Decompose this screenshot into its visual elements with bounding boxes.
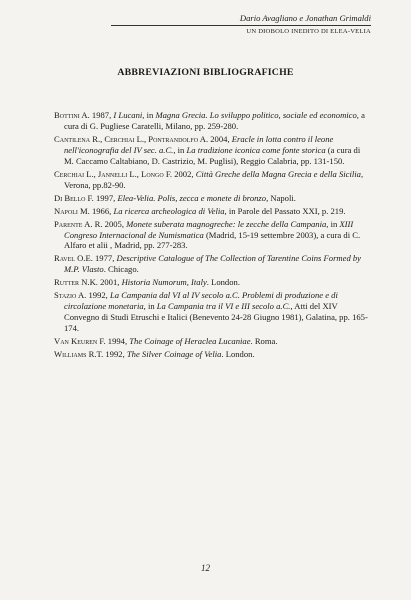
bibliography-entry: Cerchiai L., Jannelli L., Longo F. 2002, Città Greche della Magna Grecia e della Sicilia, Verona, pp.82-90. — [54, 168, 364, 190]
entry-container-title: La tradizione iconica come fonte storica — [186, 144, 326, 155]
bibliography-entry: Parente A. R. 2005, Monete suberata magnogreche: le zecche della Campania, in XIII Congreso Internacional de Numismatica (Madrid, 15-19 settembre 2003), a cura di C. Alfaro et alii , Madrid, pp. 277-283. — [54, 218, 361, 251]
entry-author: Van Keuren F. — [54, 336, 106, 347]
entry-container-title: Magna Grecia. Lo sviluppo politico, sociale ed economico — [155, 110, 357, 120]
bibliography-entry: Di Bello F. 1997, Elea-Velia. Polis, zecca e monete di bronzo, Napoli. — [54, 192, 296, 203]
entry-author: Cantilena R., Cerchiai L., Pontrandolfo A. — [54, 133, 209, 144]
bibliography-entry: Stazio A. 1992, La Campania dal VI al IV secolo a.C. Problemi di produzione e di circolazione monetaria, in La Campania tra il VI e III secolo a.C., Atti del XIV Convegno di Studi Etruschi e Italici (Benevento 24-28 Giugno 1981), Galatina, pp. 165-174. — [54, 290, 368, 334]
entry-title: Elea-Velia. Polis, zecca e monete di bronzo — [117, 192, 267, 203]
header-authors: Dario Avagliano e Jonathan Grimaldi — [239, 13, 371, 23]
entry-title: The Silver Coinage of Velia — [126, 349, 222, 360]
running-header — [111, 13, 371, 36]
header-title: UN DIOBOLO INEDITO DI ELEA-VELIA — [246, 28, 371, 35]
entry-title: La ricerca archeologica di Velia — [113, 205, 225, 216]
entry-author: Rutter N.K. — [54, 277, 98, 288]
bibliography-entry: Ravel O.E. 1977, Descriptive Catalogue of The Collection of Tarentine Coins Formed by M.P. Vlasto. Chicago. — [54, 253, 362, 275]
bibliography-entry: Van Keuren F. 1994, The Coinage of Heraclea Lucaniae. Roma. — [54, 336, 278, 347]
entry-author: Di Bello F. — [54, 192, 94, 203]
bibliography-entry: Cantilena R., Cerchiai L., Pontrandolfo A. 2004, Eracle in lotta contro il leone nell'iconografia del IV sec. a.C., in La tradizione iconica come fonte storica (a cura di M. Caccamo Caltabiano, D. Castrizio, M. Puglisi), Reggio Calabria, pp. 131-150. — [54, 133, 361, 166]
entry-title: Descriptive Catalogue of The Collection of Tarentine Coins Formed by M.P. Vlasto — [64, 253, 362, 275]
entry-title: Historia Numorum, Italy — [121, 277, 207, 288]
entry-container-title: XIII Congreso Internacional de Numismatica — [64, 218, 354, 240]
entry-author: Williams R.T. — [54, 349, 104, 360]
bibliography-entry: Bottini A. 1987, I Lucani, in Magna Grecia. Lo sviluppo politico, sociale ed economico, a cura di G. Pugliese Caratelli, Milano, pp. 259-280. — [54, 110, 365, 131]
entry-title: Monete suberata magnogreche: le zecche della Campania — [126, 218, 327, 229]
section-title: ABBREVIAZIONI BIBLIOGRAFICHE — [117, 67, 294, 78]
bibliography-entry: Napoli M. 1966, La ricerca archeologica di Velia, in Parole del Passato XXI, p. 219. — [54, 205, 346, 216]
entry-title: La Campania dal VI al IV secolo a.C. Problemi di produzione e di circolazione monetaria — [64, 290, 338, 312]
entry-author: Cerchiai L., Jannelli L., Longo F. — [54, 168, 173, 179]
bibliography-entry: Williams R.T. 1992, The Silver Coinage of Velia. London. — [54, 349, 255, 360]
entry-title: Eracle in lotta contro il leone nell'iconografia del IV sec. a.C. — [64, 133, 334, 155]
entry-author: Stazio A. — [54, 290, 87, 301]
header-rule — [111, 25, 371, 26]
page-number: 12 — [201, 563, 210, 573]
entry-title: The Coinage of Heraclea Lucaniae — [129, 336, 251, 347]
entry-author: Napoli M. — [54, 205, 90, 216]
entry-author: Parente A. R. — [54, 218, 103, 229]
bibliography-entry: Rutter N.K. 2001, Historia Numorum, Italy. London. — [54, 277, 240, 288]
bibliography-list — [54, 110, 372, 362]
entry-author: Ravel O.E. — [54, 253, 93, 264]
entry-author: Bottini A. — [54, 110, 90, 120]
entry-title: Città Greche della Magna Grecia e della Sicilia — [195, 168, 361, 179]
entry-container-title: La Campania tra il VI e III secolo a.C. — [156, 301, 291, 312]
entry-title: I Lucani — [113, 110, 143, 120]
